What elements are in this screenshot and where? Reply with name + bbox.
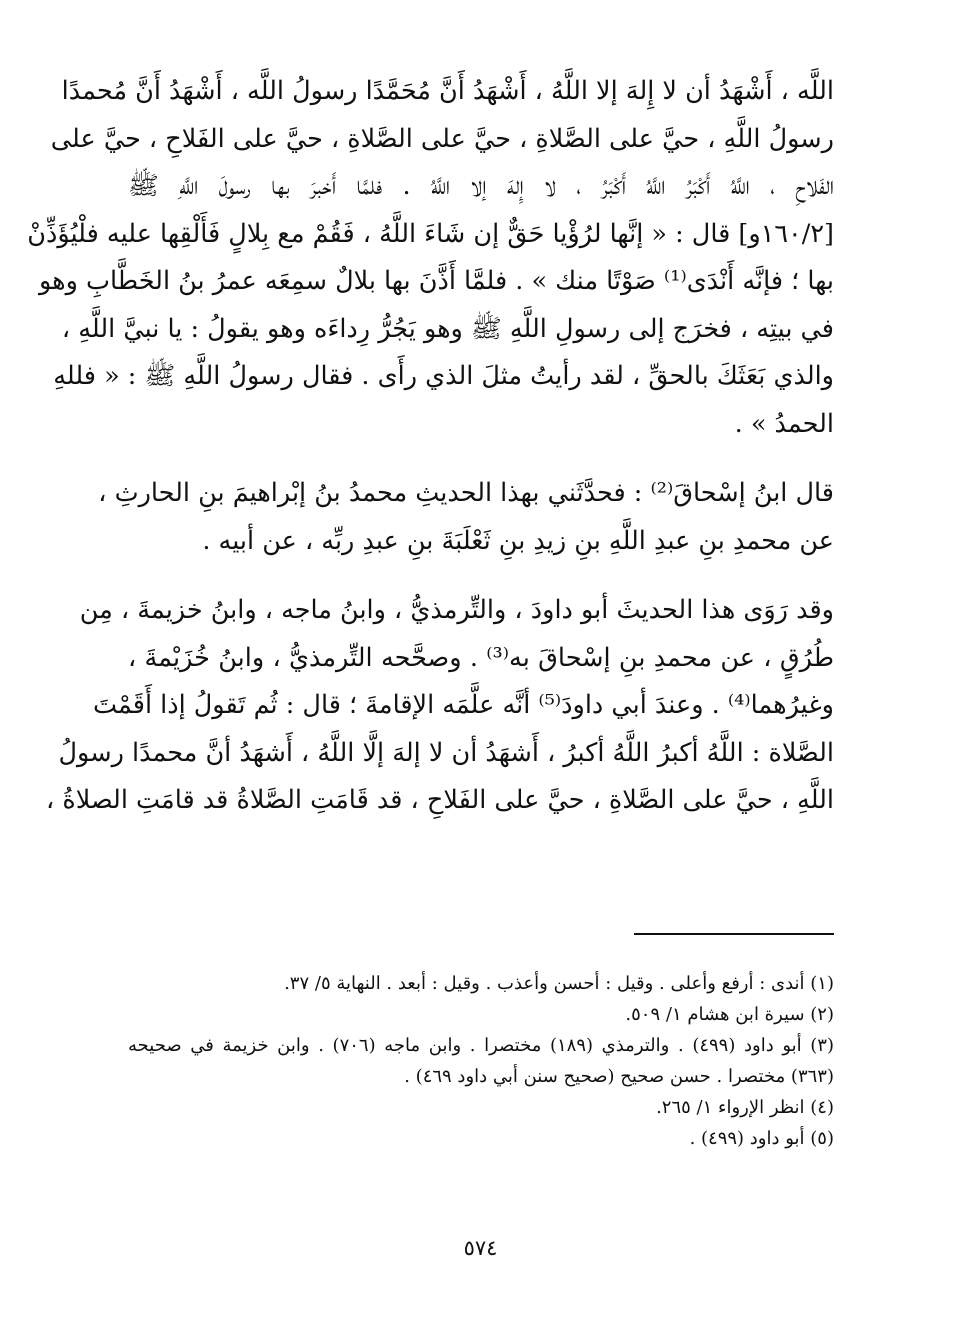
paragraph-2 <box>98 470 834 565</box>
paragraph-3 <box>46 587 834 825</box>
footnote-divider <box>634 933 834 935</box>
text-line: عن محمدِ بنِ عبدِ اللَّهِ بنِ زيدِ بنِ ثَعْلَبَةَ بنِ عبدِ ربِّه ، عن أبيه . <box>202 525 834 556</box>
text-line: وقد رَوَى هذا الحديثَ أبو داودَ ، والتِّرمذيُّ ، وابنُ ماجه ، وابنُ خزيمةَ ، مِن <box>79 595 834 625</box>
text-line: الصَّلاة : اللَّهُ أكبرُ اللَّهُ أكبرُ ، أَشهَدُ أن لا إلهَ إلَّا اللَّهُ ، أَشهَدُ أنَّ محمدًا رسولُ <box>58 737 834 768</box>
text-line: قال ابنُ إسْحاقَ⁽²⁾ : فحدَّثَني بهذا الحديثِ محمدُ بنُ إبْراهيمَ بنِ الحارثِ ، <box>98 478 834 508</box>
text-line: رسولُ اللَّهِ ، حيَّ على الصَّلاةِ ، حيَّ على الصَّلاةِ ، حيَّ على الفَلاحِ ، حيَّ على <box>50 123 834 154</box>
text-line: طُرُقٍ ، عن محمدِ بنِ إسْحاقَ به⁽³⁾ . وصحَّحه التِّرمذيُّ ، وابنُ خُزَيْمةَ ، <box>128 642 834 673</box>
text-line: وغيرُهما⁽⁴⁾ . وعندَ أبي داودَ⁽⁵⁾ أنَّه علَّمَه الإقامةَ ؛ قال : ثُم تَقولُ إذا أَقَمْتَ <box>92 690 834 720</box>
text-line: الفَلاحِ ، اللَّهُ أَكْبَرُ اللَّهُ أَكْبَرُ ، لا إِلهَ إلا اللَّهُ . فلمَّا أَخبرَ بها رسولَ اللَّهِ ﷺ <box>128 171 834 201</box>
footnotes <box>128 968 834 1154</box>
paragraph-spacer <box>128 448 834 470</box>
text-line: الحمدُ » . <box>734 408 834 439</box>
text-line: بها ؛ فإنَّه أَنْدَى⁽¹⁾ صَوْتًا منك » . فلمَّا أَذَّنَ بها بلالٌ سمِعَه عمرُ بنُ الخَطَّابِ وهو <box>38 266 834 296</box>
paragraph-1 <box>27 68 834 448</box>
paragraph-spacer <box>128 565 834 587</box>
text-line: في بيتِه ، فخرَج إلى رسولِ اللَّهِ ﷺ وهو يَجُرُّ رِداءَه وهو يقولُ : يا نبيَّ اللَّهِ ، <box>61 313 834 344</box>
text-line: اللَّه ، أَشْهَدُ أن لا إِلهَ إلا اللَّهُ ، أَشْهَدُ أَنَّ مُحَمَّدًا رسولُ اللَّه ، أَشْهَدُ أَنَّ مُحمدًا <box>61 76 834 106</box>
main-text <box>27 68 834 825</box>
footnote-line: (٢) سيرة ابن هشام ١/ ٥٠٩. <box>625 1004 834 1025</box>
footnote-line: (٤) انظر الإرواء ١/ ٢٦٥. <box>656 1097 834 1118</box>
footnote-line: (٣٦٣) مختصرا . حسن صحيح (صحيح سنن أبي داود ٤٦٩) . <box>404 1066 834 1087</box>
footnote-line: (١) أندى : أرفع وأعلى . وقيل : أحسن وأعذب . وقيل : أبعد . النهاية ٥/ ٣٧. <box>284 973 834 994</box>
footnote-line: (٥) أبو داود (٤٩٩) . <box>689 1128 834 1149</box>
page-number: ٥٧٤ <box>463 1236 498 1260</box>
text-line: والذي بَعَثَكَ بالحقِّ ، لقد رأيتُ مثلَ الذي رأَى . فقال رسولُ اللَّهِ ﷺ : « فللهِ <box>53 361 834 391</box>
footnote-line: (٣) أبو داود (٤٩٩) . والترمذي (١٨٩) مختصرا . وابن ماجه (٧٠٦) . وابن خزيمة في صحيحه <box>128 1035 834 1056</box>
text-line: اللَّهِ ، حيَّ على الصَّلاةِ ، حيَّ على الفَلاحِ ، قد قَامَتِ الصَّلاةُ قد قامَتِ الصلاةُ ، <box>46 785 834 815</box>
text-line: [١٦٠/٢و] قال : « إنَّها لرُؤْيا حَقٌّ إن شَاءَ اللَّهُ ، فَقُمْ مع بِلالٍ فَأَلْقِها عليه فلْيُؤَذِّنْ <box>27 218 834 249</box>
